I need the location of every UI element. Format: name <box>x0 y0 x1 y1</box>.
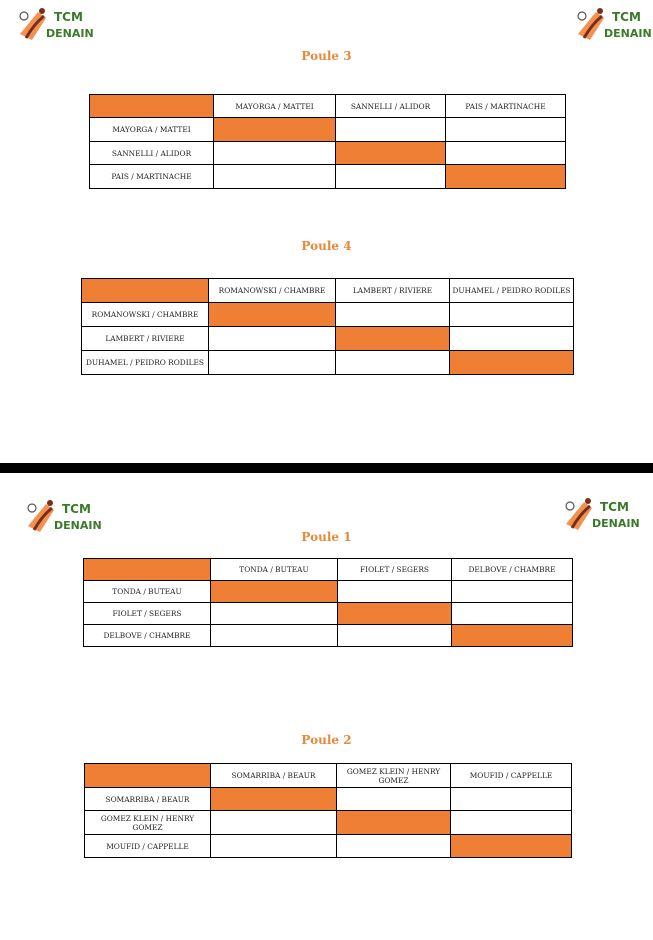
row-header: MOUFID / CAPPELLE <box>85 835 211 858</box>
score-cell <box>209 351 336 375</box>
score-cell <box>338 625 452 647</box>
score-cell <box>211 603 338 625</box>
svg-text:TCM: TCM <box>62 502 91 516</box>
corner-cell <box>82 279 209 303</box>
poule-grid <box>84 763 572 858</box>
score-cell <box>338 581 452 603</box>
page-divider <box>0 463 653 473</box>
column-header: PAIS / MARTINACHE <box>446 95 566 118</box>
svg-text:TCM: TCM <box>600 500 629 514</box>
diagonal-cell <box>450 351 574 375</box>
column-header: SANNELLI / ALIDOR <box>336 95 446 118</box>
poule-title: Poule 1 <box>301 530 352 544</box>
score-cell <box>337 788 451 811</box>
column-header: GOMEZ KLEIN / HENRY GOMEZ <box>337 764 451 788</box>
diagonal-cell <box>446 165 566 189</box>
score-cell <box>211 625 338 647</box>
score-cell <box>446 118 566 142</box>
tcm-denain-logo <box>574 4 652 46</box>
svg-text:TCM: TCM <box>54 10 83 24</box>
svg-text:DENAIN: DENAIN <box>54 519 102 532</box>
row-header: LAMBERT / RIVIERE <box>82 327 209 351</box>
row-header: SOMARRIBA / BEAUR <box>85 788 211 811</box>
poule-grid <box>89 94 566 189</box>
diagonal-cell <box>452 625 573 647</box>
diagonal-cell <box>211 788 337 811</box>
row-header: PAIS / MARTINACHE <box>90 165 214 189</box>
diagonal-cell <box>214 118 336 142</box>
row-header: FIOLET / SEGERS <box>84 603 211 625</box>
row-header: TONDA / BUTEAU <box>84 581 211 603</box>
corner-cell <box>85 764 211 788</box>
poule-title: Poule 2 <box>301 733 352 747</box>
score-cell <box>450 327 574 351</box>
column-header: LAMBERT / RIVIERE <box>336 279 450 303</box>
column-header: SOMARRIBA / BEAUR <box>211 764 337 788</box>
poule-title: Poule 3 <box>301 49 352 63</box>
poule-grid <box>81 278 574 375</box>
diagonal-cell <box>336 327 450 351</box>
corner-cell <box>90 95 214 118</box>
corner-cell <box>84 559 211 581</box>
row-header: GOMEZ KLEIN / HENRY GOMEZ <box>85 811 211 835</box>
row-header: DUHAMEL / PEIDRO RODILES <box>82 351 209 375</box>
row-header: DELBOVE / CHAMBRE <box>84 625 211 647</box>
score-cell <box>451 788 572 811</box>
column-header: FIOLET / SEGERS <box>338 559 452 581</box>
svg-text:DENAIN: DENAIN <box>592 517 640 530</box>
tennis-player-icon <box>574 4 652 46</box>
svg-text:DENAIN: DENAIN <box>604 27 652 40</box>
score-cell <box>336 165 446 189</box>
tcm-denain-logo <box>16 4 94 46</box>
diagonal-cell <box>451 835 572 858</box>
score-cell <box>211 811 337 835</box>
diagonal-cell <box>338 603 452 625</box>
row-header: MAYORGA / MATTEI <box>90 118 214 142</box>
row-header: ROMANOWSKI / CHAMBRE <box>82 303 209 327</box>
score-cell <box>211 835 337 858</box>
score-cell <box>209 327 336 351</box>
column-header: ROMANOWSKI / CHAMBRE <box>209 279 336 303</box>
column-header: TONDA / BUTEAU <box>211 559 338 581</box>
score-cell <box>337 835 451 858</box>
score-cell <box>446 142 566 165</box>
poule-title: Poule 4 <box>301 239 352 253</box>
row-header: SANNELLI / ALIDOR <box>90 142 214 165</box>
score-cell <box>336 351 450 375</box>
score-cell <box>336 303 450 327</box>
score-cell <box>336 118 446 142</box>
column-header: DUHAMEL / PEIDRO RODILES <box>450 279 574 303</box>
diagonal-cell <box>337 811 451 835</box>
svg-text:DENAIN: DENAIN <box>46 27 94 40</box>
column-header: MAYORGA / MATTEI <box>214 95 336 118</box>
score-cell <box>214 142 336 165</box>
score-cell <box>451 811 572 835</box>
poule-grid <box>83 558 573 647</box>
column-header: MOUFID / CAPPELLE <box>451 764 572 788</box>
column-header: DELBOVE / CHAMBRE <box>452 559 573 581</box>
score-cell <box>452 581 573 603</box>
score-cell <box>452 603 573 625</box>
diagonal-cell <box>336 142 446 165</box>
diagonal-cell <box>211 581 338 603</box>
tennis-player-icon <box>16 4 94 46</box>
svg-text:TCM: TCM <box>612 10 641 24</box>
score-cell <box>214 165 336 189</box>
score-cell <box>450 303 574 327</box>
diagonal-cell <box>209 303 336 327</box>
